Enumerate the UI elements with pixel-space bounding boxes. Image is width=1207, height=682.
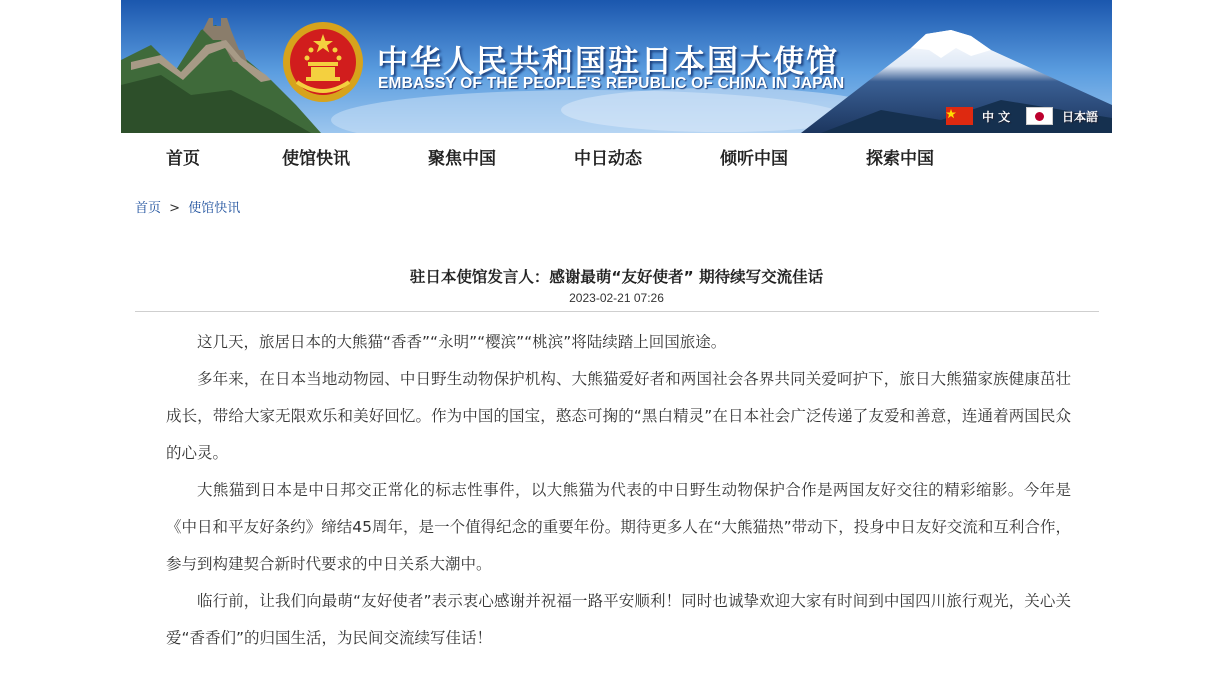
- title-divider: [135, 311, 1099, 312]
- language-label-japanese[interactable]: 日本語: [1062, 109, 1099, 124]
- breadcrumb: [135, 197, 240, 216]
- japan-flag-icon: [1026, 107, 1053, 125]
- language-switch-chinese[interactable]: [946, 106, 1010, 126]
- header-banner: [121, 0, 1112, 133]
- nav-item-china-japan-news[interactable]: 中日动态: [574, 149, 642, 169]
- embassy-title-english: EMBASSY OF THE PEOPLE'S REPUBLIC OF CHINA IN JAPAN: [378, 75, 845, 92]
- nav-item-embassy-news[interactable]: 使馆快讯: [282, 149, 350, 169]
- nav-item-home[interactable]: 首页: [166, 149, 200, 169]
- breadcrumb-current-link[interactable]: 使馆快讯: [188, 201, 241, 216]
- article-paragraph: 多年来，在日本当地动物园、中日野生动物保护机构、大熊猫爱好者和两国社会各界共同关爱呵护下，旅日大熊猫家族健康茁壮成长，带给大家无限欢乐和美好回忆。作为中国的国宝，憨态可掬的“黑白精灵”在日本社会广泛传递了友爱和善意，连通着两国民众的心灵。: [166, 370, 1071, 462]
- language-switch-japanese[interactable]: [1026, 106, 1098, 126]
- embassy-title-chinese: 中华人民共和国驻日本国大使馆: [377, 44, 839, 80]
- article-body: [166, 324, 1071, 657]
- nav-item-listen-china[interactable]: 倾听中国: [720, 149, 788, 169]
- main-nav: [121, 133, 1112, 180]
- article-title: 驻日本使馆发言人：感谢最萌“友好使者” 期待续写交流佳话: [409, 268, 824, 286]
- article-paragraph: 大熊猫到日本是中日邦交正常化的标志性事件，以大熊猫为代表的中日野生动物保护合作是两国友好交往的精彩缩影。今年是《中日和平友好条约》缔结45周年，是一个值得纪念的重要年份。期待更多人在“大熊猫热”带动下，投身中日友好交流和互利合作，参与到构建契合新时代要求的中日关系大潮中。: [166, 481, 1071, 573]
- nav-item-focus-china[interactable]: 聚焦中国: [428, 149, 496, 169]
- article-paragraph: 这几天，旅居日本的大熊猫“香香”“永明”“樱滨”“桃滨”将陆续踏上回国旅途。: [197, 333, 727, 351]
- nav-item-explore-china[interactable]: 探索中国: [866, 149, 934, 169]
- breadcrumb-home-link[interactable]: 首页: [135, 201, 162, 216]
- china-flag-icon: [946, 107, 973, 125]
- language-label-chinese[interactable]: 中 文: [982, 109, 1011, 124]
- national-emblem-icon: [281, 20, 365, 104]
- article-paragraph: 临行前，让我们向最萌“友好使者”表示衷心感谢并祝福一路平安顺利！同时也诚挚欢迎大家有时间到中国四川旅行观光，关心关爱“香香们”的归国生活，为民间交流续写佳话！: [166, 592, 1071, 647]
- breadcrumb-separator: >: [169, 201, 181, 216]
- article-date: 2023-02-21 07:26: [569, 291, 664, 305]
